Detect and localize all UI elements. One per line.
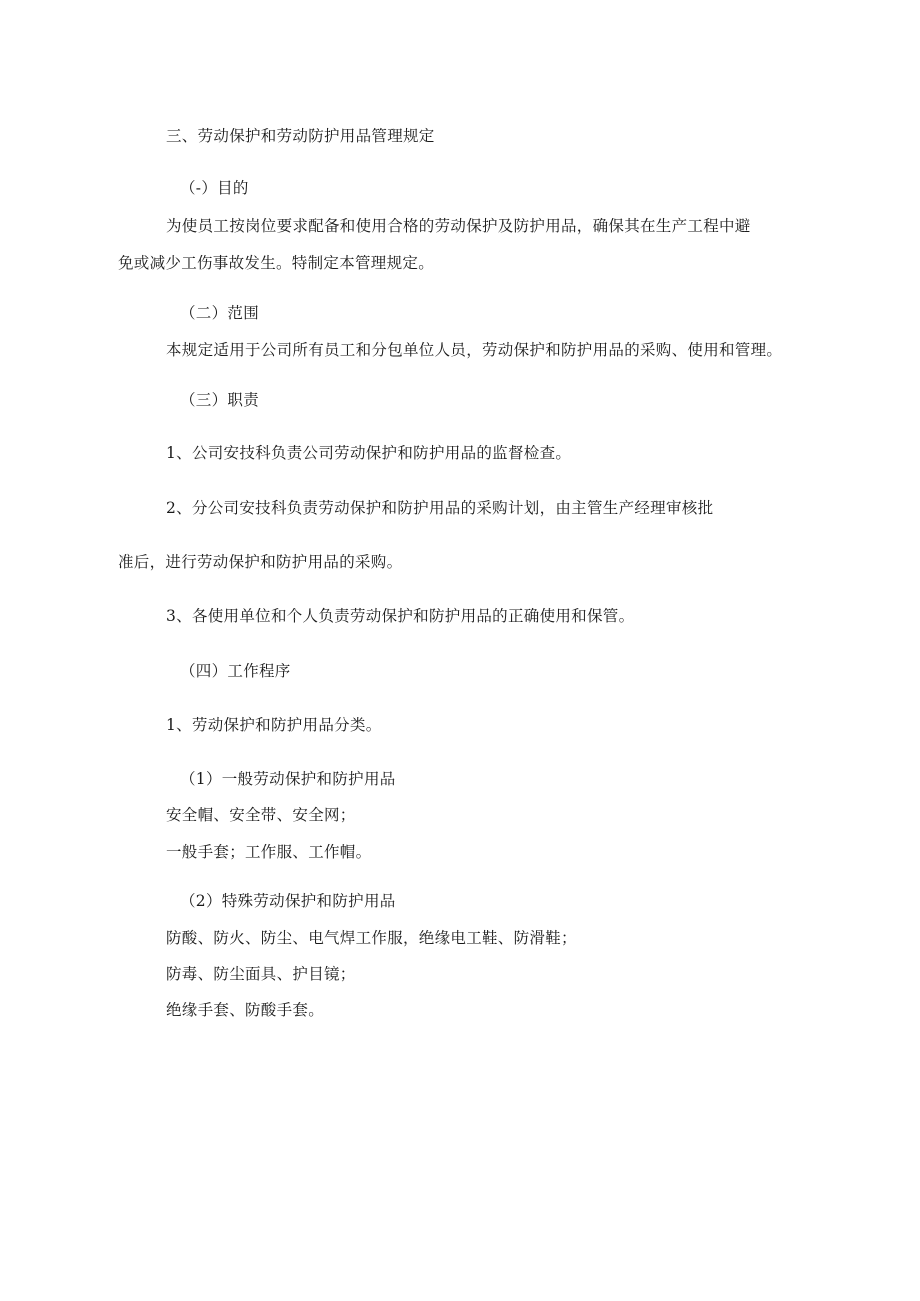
special-ppe-line-1: 防酸、防火、防尘、电气焊工作服，绝缘电工鞋、防滑鞋； bbox=[166, 929, 577, 947]
responsibility-item-2-line-2: 准后，进行劳动保护和防护用品的采购。 bbox=[118, 553, 403, 571]
special-ppe-line-3: 绝缘手套、防酸手套。 bbox=[166, 1001, 325, 1019]
procedure-heading: （四）工作程序 bbox=[180, 662, 291, 680]
scope-text: 本规定适用于公司所有员工和分包单位人员，劳动保护和防护用品的采购、使用和管理。 bbox=[166, 341, 783, 359]
responsibility-item-1: 1、公司安技科负责公司劳动保护和防护用品的监督检查。 bbox=[166, 444, 572, 462]
scope-heading: （二）范围 bbox=[180, 304, 260, 322]
purpose-heading: （-）目的 bbox=[180, 179, 249, 197]
procedure-item-1: 1、劳动保护和防护用品分类。 bbox=[166, 716, 382, 734]
section-title: 三、劳动保护和劳动防护用品管理规定 bbox=[166, 127, 435, 145]
responsibilities-heading: （三）职责 bbox=[180, 391, 260, 409]
responsibility-item-3: 3、各使用单位和个人负责劳动保护和防护用品的正确使用和保管。 bbox=[166, 607, 635, 625]
purpose-text-line-1: 为使员工按岗位要求配备和使用合格的劳动保护及防护用品，确保其在生产工程中避 bbox=[166, 217, 751, 235]
special-ppe-line-2: 防毒、防尘面具、护目镜； bbox=[166, 965, 356, 983]
general-ppe-heading: （1）一般劳动保护和防护用品 bbox=[180, 770, 396, 788]
general-ppe-line-2: 一般手套；工作服、工作帽。 bbox=[166, 843, 372, 861]
special-ppe-heading: （2）特殊劳动保护和防护用品 bbox=[180, 892, 396, 910]
purpose-text-line-2: 免或减少工伤事故发生。特制定本管理规定。 bbox=[118, 254, 435, 272]
responsibility-item-2-line-1: 2、分公司安技科负责劳动保护和防护用品的采购计划，由主管生产经理审核批 bbox=[166, 499, 714, 517]
general-ppe-line-1: 安全帽、安全带、安全网； bbox=[166, 806, 356, 824]
